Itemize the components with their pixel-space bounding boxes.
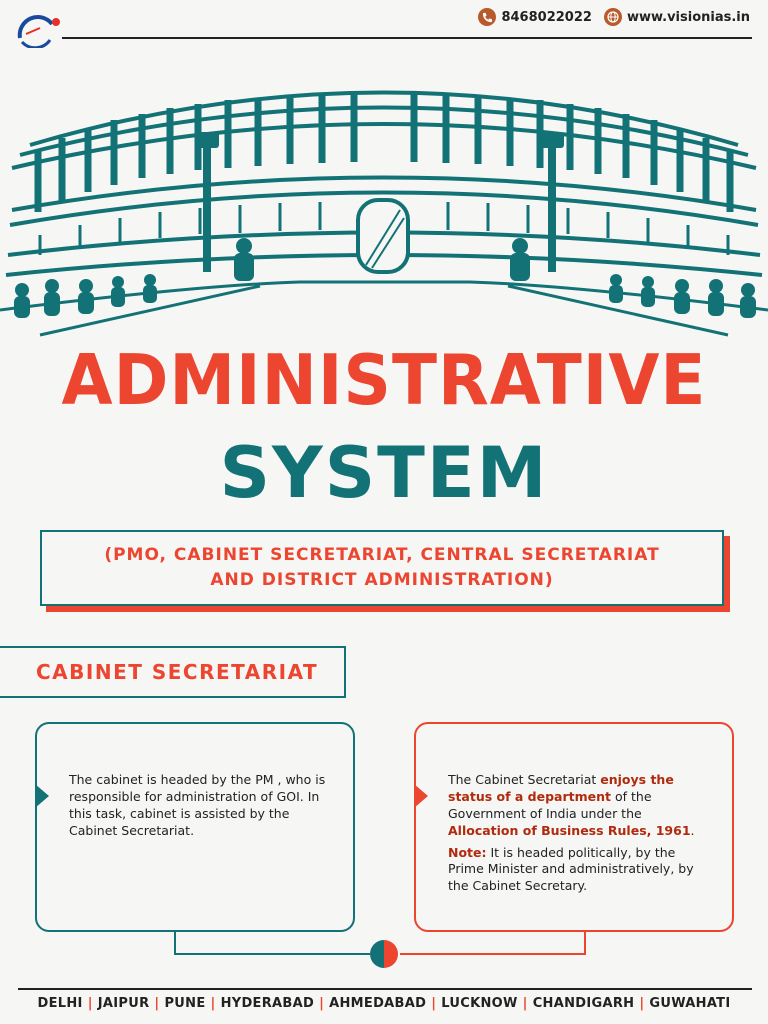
city-link: HYDERABAD (220, 996, 315, 1011)
website-link[interactable] (604, 8, 750, 26)
right-card-note (448, 845, 712, 896)
phone-contact[interactable] (478, 8, 591, 26)
phone-icon (478, 8, 496, 26)
main-title-line1: ADMINISTRATIVE (61, 340, 707, 421)
card-pointer (414, 784, 428, 808)
phone-number: 8468022022 (501, 9, 592, 25)
city-link: PUNE (164, 996, 206, 1011)
contact-info (478, 8, 750, 26)
vision-ias-logo (16, 14, 62, 48)
section-heading: CABINET SECRETARIAT (0, 646, 346, 698)
city-link: AHMEDABAD (329, 996, 427, 1011)
text-segment: of the Government of India under the (448, 788, 652, 821)
subtitle-line2: AND DISTRICT ADMINISTRATION) (210, 570, 554, 590)
city-link: JAIPUR (97, 996, 150, 1011)
parliament-building-illustration (0, 50, 768, 340)
globe-icon (604, 8, 622, 26)
subtitle-line1: (PMO, CABINET SECRETARIAT, CENTRAL SECRETARIAT (104, 544, 660, 565)
city-link: DELHI (37, 996, 83, 1011)
footer-cities: DELHI | JAIPUR | PUNE | HYDERABAD | AHMEDABAD | LUCKNOW | CHANDIGARH | GUWAHATI (37, 996, 731, 1011)
card-pointer (35, 784, 49, 808)
highlight-text: enjoys the status of a department (448, 772, 674, 804)
info-card-left (35, 722, 355, 932)
header-divider (62, 37, 752, 39)
text-segment: The Cabinet Secretariat (448, 772, 601, 787)
header-bar (0, 0, 768, 40)
website-url: www.visionias.in (626, 9, 750, 25)
city-link: LUCKNOW (441, 996, 518, 1011)
info-card-right (414, 722, 734, 932)
text-segment: . (690, 822, 695, 838)
highlight-text: Allocation of Business Rules, 1961 (448, 822, 691, 838)
note-text: It is headed politically, by the Prime Minister and administratively, by the Cabinet Secretary. (448, 844, 694, 894)
subtitle-box (40, 530, 724, 606)
left-card-text: The cabinet is headed by the PM , who is responsible for administration of GOI. In this task, cabinet is assisted by the Cabinet Secretariat. (69, 772, 326, 838)
footer-divider (18, 988, 752, 990)
main-title-line2: SYSTEM (219, 432, 549, 514)
note-label: Note: (448, 844, 487, 860)
right-card-paragraph (448, 772, 712, 840)
cards-connector (170, 930, 600, 970)
city-link: GUWAHATI (649, 996, 731, 1011)
city-link: CHANDIGARH (532, 996, 635, 1011)
